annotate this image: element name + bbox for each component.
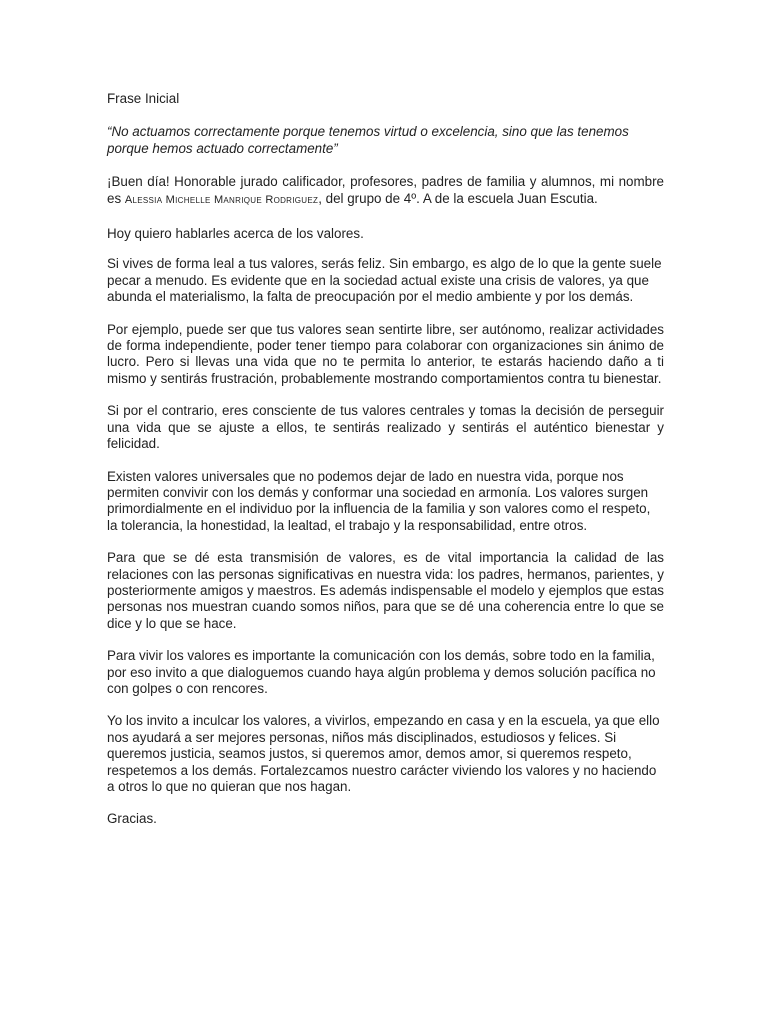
document-heading: Frase Inicial bbox=[107, 91, 180, 106]
quote-close-mark: ” bbox=[333, 140, 338, 156]
quote-open-mark: “ bbox=[107, 124, 112, 140]
quote-text: No actuamos correctamente porque tenemos virtud o excelencia, sino que las tenemos porque hemos actuado correctamente bbox=[107, 124, 629, 156]
body-paragraph-3: Si por el contrario, eres consciente de tus valores centrales y tomas la decisión de perseguir una vida que se ajuste a ellos, te sentirás realizado y sentirás el auténtico bienestar y felicidad. bbox=[107, 403, 664, 452]
greeting-text-start: ¡Buen día! Honorable jurado calificador, profesores, padres de familia y alumnos, mi nombre es bbox=[107, 174, 664, 206]
body-paragraph-1: Si vives de forma leal a tus valores, serás feliz. Sin embargo, es algo de lo que la gente suele pecar a menudo. Es evidente que en la sociedad actual existe una crisis de valores, ya que abunda el materialismo, la falta de preocupación por el medio ambiente y por los demás. bbox=[107, 256, 662, 305]
body-paragraph-4: Existen valores universales que no podemos dejar de lado en nuestra vida, porque nos permiten convivir con los demás y conformar una sociedad en armonía. Los valores surgen primordialmente en el individuo por la influencia de la familia y son valores como el respeto, la tolerancia, la honestidad, la lealtad, el trabajo y la responsabilidad, entre otros. bbox=[107, 468, 651, 533]
greeting-text-end: , del grupo de 4º. A de la escuela Juan Escutia. bbox=[318, 190, 598, 206]
body-paragraph-6: Para vivir los valores es importante la comunicación con los demás, sobre todo en la familia, por eso invito a que dialoguemos cuando haya algún problema y demos solución pacífica no con golpes o con rencores. bbox=[107, 648, 656, 696]
body-paragraph-2: Por ejemplo, puede ser que tus valores sean sentirte libre, ser autónomo, realizar actividades de forma independiente, poder tener tiempo para colaborar con organizaciones sin ánimo de lucro. Pero si llevas una vida que no te permita lo anterior, te estarás haciendo daño a ti mismo y sentirás frustración, probablemente mostrando comportamientos contra tu bienestar. bbox=[107, 321, 664, 386]
body-paragraph-intro: Hoy quiero hablarles acerca de los valores. bbox=[107, 226, 364, 242]
speaker-name: Alessia Michelle Manrique Rodriguez bbox=[124, 193, 319, 206]
greeting-paragraph bbox=[107, 174, 664, 208]
body-paragraph-5: Para que se dé esta transmisión de valores, es de vital importancia la calidad de las relaciones con las personas significativas en nuestra vida: los padres, hermanos, parientes, y posteriormente amigos y maestros. Es además indispensable el modelo y ejemplos que estas personas nos muestran cuando somos niños, para que se dé una coherencia entre lo que se dice y lo que se hace. bbox=[107, 550, 664, 631]
closing-text: Gracias. bbox=[107, 811, 157, 827]
body-paragraph-7: Yo los invito a inculcar los valores, a vivirlos, empezando en casa y en la escuela, ya que ello nos ayudará a ser mejores personas, niños más disciplinados, estudiosos y felices. Si queremos justicia, seamos justos, si queremos amor, demos amor, si queremos respeto, respetemos a los demás. Fortalezcamos nuestro carácter viviendo los valores y no haciendo a otros lo que no quieran que nos hagan. bbox=[107, 713, 660, 794]
opening-quote bbox=[107, 124, 664, 157]
